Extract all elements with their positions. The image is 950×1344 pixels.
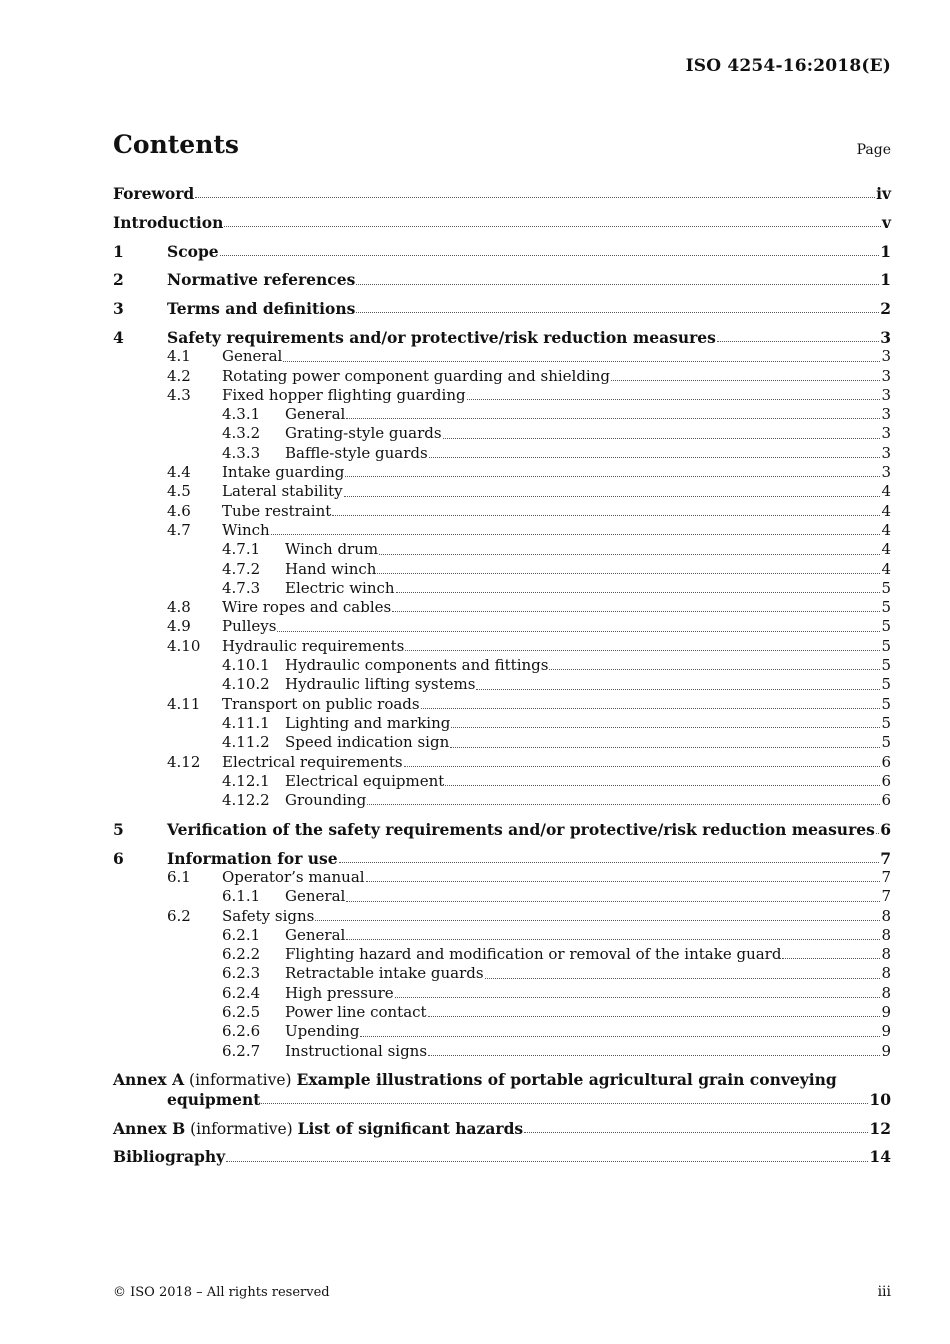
toc-entry-title: Safety requirements and/or protective/risk reduction measures — [167, 327, 716, 347]
toc-entry-number: 6.2.1 — [222, 925, 261, 944]
leader-dots — [220, 255, 880, 256]
toc-entry-page: 9 — [881, 1041, 891, 1060]
toc-entry-page: 6 — [881, 771, 891, 790]
toc-entry-4-3-2[interactable] — [113, 424, 891, 443]
toc-entry-4-3-3[interactable] — [113, 444, 891, 463]
toc-entry-page: iv — [876, 184, 891, 203]
toc-entry-title: Power line contact — [285, 1003, 427, 1022]
toc-entry-title: Winch — [222, 520, 270, 539]
toc-entry-title: General — [285, 405, 346, 424]
toc-entry-page: 5 — [881, 656, 891, 675]
toc-entry-6-2-5[interactable] — [113, 1003, 891, 1022]
toc-entry-number: 4.7.3 — [222, 578, 261, 597]
leader-dots — [429, 457, 881, 458]
toc-entry-number: 4.11.1 — [222, 713, 270, 732]
toc-entry-title: Scope — [167, 241, 219, 261]
leader-dots — [271, 534, 881, 535]
toc-entry-4-7-3[interactable] — [113, 579, 891, 598]
toc-entry-4-3-1[interactable] — [113, 405, 891, 424]
toc-entry-4-10-2[interactable] — [113, 675, 891, 694]
toc-entry-page: 3 — [881, 347, 891, 366]
leader-dots — [395, 997, 881, 998]
toc-entry-page: 3 — [881, 463, 891, 482]
leader-dots — [366, 881, 881, 882]
toc-entry-title: Foreword — [113, 184, 195, 203]
toc-entry-number: 4.3.3 — [222, 443, 261, 462]
toc-entry-title: Speed indication sign — [285, 733, 450, 752]
toc-entry-title: Electrical requirements — [222, 752, 403, 771]
page-number: iii — [877, 1284, 891, 1300]
toc-entry-title: Hydraulic lifting systems — [285, 675, 476, 694]
toc-entry-page: 5 — [881, 598, 891, 617]
toc-entry-page: 4 — [881, 501, 891, 520]
toc-entry-page: 7 — [881, 868, 891, 886]
toc-entry-page: 8 — [881, 906, 891, 925]
toc-entry-annex-b[interactable] — [113, 1119, 891, 1138]
toc-entry-number: 4.2 — [167, 366, 191, 385]
toc-entry-page: 5 — [881, 617, 891, 636]
toc-entry-number: 4.5 — [167, 482, 191, 501]
toc-entry-number: 4.9 — [167, 617, 191, 636]
leader-dots — [476, 689, 880, 690]
leader-dots — [377, 573, 880, 574]
toc-entry-title: Lighting and marking — [285, 713, 451, 732]
toc-entry-4-7[interactable] — [113, 521, 891, 540]
leader-dots — [315, 920, 880, 921]
toc-entry-title: High pressure — [285, 983, 394, 1002]
toc-entry-title: Hydraulic components and fittings — [285, 656, 549, 675]
toc-entry-title: Flighting hazard and modification or removal of the intake guard — [285, 945, 782, 964]
page-column-label: Page — [856, 142, 891, 158]
toc-entry-4-5[interactable] — [113, 482, 891, 501]
toc-entry-page: 5 — [881, 578, 891, 597]
toc-entry-number: 4.6 — [167, 501, 191, 520]
leader-dots — [332, 515, 880, 516]
annex-type: (informative) — [184, 1071, 297, 1090]
toc-entry-page: 6 — [880, 819, 891, 839]
toc-entry-number: 4.12 — [167, 752, 201, 771]
toc-entry-number: 4.12.2 — [222, 791, 270, 810]
toc-entry-introduction[interactable] — [113, 213, 891, 232]
leader-dots — [782, 958, 880, 959]
toc-entry-title: General — [285, 925, 346, 944]
toc-entry-title: Baffle-style guards — [285, 443, 428, 462]
leader-dots — [485, 978, 881, 979]
toc-entry-page: 14 — [869, 1147, 891, 1167]
toc-entry-6[interactable] — [113, 849, 891, 868]
leader-dots — [261, 1103, 868, 1104]
leader-dots — [392, 611, 880, 612]
toc-entry-title: Electrical equipment — [285, 771, 445, 790]
document-id: ISO 4254-16:2018(E) — [685, 56, 891, 76]
toc-entry-number: 6 — [113, 848, 124, 868]
toc-entry-4[interactable] — [113, 328, 891, 347]
toc-entry-page: 3 — [881, 385, 891, 404]
leader-dots — [346, 901, 880, 902]
toc-entry-number: 6.2 — [167, 906, 191, 925]
toc-entry-page: 7 — [880, 848, 891, 868]
toc-entry-page: 4 — [881, 540, 891, 559]
toc-entry-number: 4.10 — [167, 636, 201, 655]
toc-entry-number: 6.2.2 — [222, 945, 261, 964]
leader-dots — [404, 766, 881, 767]
toc-entry-page: 7 — [881, 887, 891, 906]
toc-entry-title: Electric winch — [285, 578, 395, 597]
leader-dots — [428, 1016, 881, 1017]
leader-dots — [450, 747, 880, 748]
leader-dots — [367, 804, 880, 805]
leader-dots — [346, 939, 880, 940]
toc-entry-page: 4 — [881, 559, 891, 578]
toc-entry-page: 4 — [881, 482, 891, 501]
toc-entry-title: Hydraulic requirements — [222, 636, 405, 655]
toc-entry-title: Transport on public roads — [222, 694, 420, 713]
leader-dots — [443, 438, 881, 439]
annex-title: Example illustrations of portable agricultural grain conveying — [296, 1070, 837, 1090]
leader-dots — [428, 1055, 880, 1056]
leader-dots — [283, 361, 880, 362]
toc-entry-number: 4.12.1 — [222, 771, 270, 790]
leader-dots — [876, 833, 879, 834]
copyright-notice: © ISO 2018 – All rights reserved — [113, 1285, 330, 1300]
annex-title: List of significant hazards — [297, 1118, 524, 1138]
toc-entry-title: Rotating power component guarding and shielding — [222, 366, 610, 385]
toc-entry-page: 3 — [881, 366, 891, 385]
toc-entry-page: 9 — [881, 1003, 891, 1022]
toc-entry-title: Retractable intake guards — [285, 964, 484, 983]
toc-entry-number: 6.2.4 — [222, 983, 261, 1002]
leader-dots — [224, 226, 881, 227]
leader-dots — [611, 380, 880, 381]
toc-entry-5[interactable] — [113, 820, 891, 839]
toc-entry-title: Instructional signs — [285, 1041, 428, 1060]
toc-entry-number: 4.3 — [167, 385, 191, 404]
toc-entry-title: Operator’s manual — [222, 868, 365, 886]
toc-entry-title: Wire ropes and cables — [222, 598, 392, 617]
toc-entry-number: 2 — [113, 270, 124, 290]
toc-entry-page: 12 — [869, 1118, 891, 1138]
leader-dots — [421, 708, 881, 709]
toc-entry-4-2[interactable] — [113, 367, 891, 386]
toc-entry-4-3[interactable] — [113, 386, 891, 405]
toc-entry-page: 3 — [881, 443, 891, 462]
toc-entry-page: 6 — [881, 791, 891, 810]
toc-entry-4-7-2[interactable] — [113, 560, 891, 579]
leader-dots — [405, 650, 880, 651]
toc-entry-annex-a[interactable] — [113, 1070, 891, 1109]
toc-entry-page: 6 — [881, 752, 891, 771]
leader-dots — [717, 341, 879, 342]
toc-entry-4-11[interactable] — [113, 695, 891, 714]
toc-entry-number: 4.10.1 — [222, 656, 270, 675]
annex-type: (informative) — [185, 1119, 298, 1138]
toc-entry-title: Upending — [285, 1022, 360, 1041]
leader-dots — [356, 284, 879, 285]
toc-entry-title: Introduction — [113, 212, 224, 232]
toc-entry-title: Fixed hopper flighting guarding — [222, 385, 466, 404]
toc-entry-number: 6.2.5 — [222, 1003, 261, 1022]
toc-entry-number: 4.1 — [167, 347, 191, 366]
leader-dots — [345, 476, 880, 477]
toc-entry-number: 6.1.1 — [222, 887, 261, 906]
toc-entry-number: 4.11 — [167, 694, 201, 713]
leader-dots — [195, 197, 875, 198]
toc-entry-page: 8 — [881, 983, 891, 1002]
toc-entry-4-11-1[interactable] — [113, 714, 891, 733]
toc-entry-number: 4.3.1 — [222, 405, 261, 424]
toc-entry-page: v — [881, 212, 891, 232]
toc-entry-title: Hand winch — [285, 559, 377, 578]
toc-entry-4-12[interactable] — [113, 753, 891, 772]
toc-entry-number: 4.7.2 — [222, 559, 261, 578]
toc-entry-3[interactable] — [113, 299, 891, 318]
leader-dots — [360, 1036, 880, 1037]
toc-entry-4-10-1[interactable] — [113, 656, 891, 675]
toc-entry-number: 4.8 — [167, 598, 191, 617]
toc-entry-4-12-2[interactable] — [113, 791, 891, 810]
toc-entry-page: 5 — [881, 733, 891, 752]
toc-entry-4-4[interactable] — [113, 463, 891, 482]
toc-entry-number: 6.2.7 — [222, 1041, 261, 1060]
toc-entry-bibliography[interactable] — [113, 1147, 891, 1166]
toc-entry-title: Verification of the safety requirements and/or protective/risk reduction measures — [167, 819, 875, 839]
toc-entry-page: 5 — [881, 694, 891, 713]
leader-dots — [356, 312, 879, 313]
leader-dots — [396, 592, 881, 593]
toc-entry-number: 6.2.3 — [222, 964, 261, 983]
toc-entry-page: 1 — [880, 270, 891, 290]
toc-entry-number: 4 — [113, 327, 124, 347]
toc-entry-title: Safety signs — [222, 906, 315, 925]
toc-entry-page: 9 — [881, 1022, 891, 1041]
leader-dots — [467, 399, 881, 400]
toc-entry-6-2-3[interactable] — [113, 964, 891, 983]
toc-entry-4-12-1[interactable] — [113, 772, 891, 791]
toc-entry-title: Pulleys — [222, 617, 277, 636]
toc-entry-title: General — [285, 887, 346, 906]
toc-entry-4-1[interactable] — [113, 347, 891, 366]
toc-entry-title: Grounding — [285, 791, 367, 810]
toc-entry-title: Grating-style guards — [285, 424, 442, 443]
toc-entry-6-2-2[interactable] — [113, 945, 891, 964]
page-title: Contents — [113, 130, 240, 159]
toc-entry-6-2[interactable] — [113, 907, 891, 926]
toc-entry-6-2-6[interactable] — [113, 1022, 891, 1041]
leader-dots — [346, 418, 880, 419]
toc-entry-4-9[interactable] — [113, 617, 891, 636]
toc-entry-4-7-1[interactable] — [113, 540, 891, 559]
leader-dots — [339, 862, 880, 863]
annex-label: Annex B — [113, 1118, 186, 1138]
toc-entry-title: Intake guarding — [222, 463, 345, 482]
toc-entry-6-2-4[interactable] — [113, 984, 891, 1003]
leader-dots — [277, 631, 880, 632]
toc-entry-4-11-2[interactable] — [113, 733, 891, 752]
toc-entry-page: 3 — [881, 424, 891, 443]
toc-entry-number: 3 — [113, 299, 124, 319]
toc-entry-number: 4.7 — [167, 520, 191, 539]
leader-dots — [226, 1161, 868, 1162]
toc-entry-page: 5 — [881, 713, 891, 732]
toc-entry-title: Bibliography — [113, 1147, 226, 1167]
toc-entry-number: 5 — [113, 819, 124, 839]
toc-entry-page: 3 — [881, 405, 891, 424]
table-of-contents — [113, 184, 891, 1167]
toc-entry-1[interactable] — [113, 242, 891, 261]
annex-label: Annex A — [113, 1070, 185, 1090]
leader-dots — [451, 727, 880, 728]
toc-entry-6-1[interactable] — [113, 868, 891, 887]
toc-entry-page: 5 — [881, 675, 891, 694]
toc-entry-page: 8 — [881, 964, 891, 983]
toc-entry-number: 6.1 — [167, 868, 191, 886]
toc-entry-4-8[interactable] — [113, 598, 891, 617]
leader-dots — [524, 1132, 868, 1133]
toc-entry-page: 10 — [869, 1089, 891, 1109]
toc-entry-page: 8 — [881, 925, 891, 944]
toc-entry-6-2-7[interactable] — [113, 1042, 891, 1061]
toc-entry-title: General — [222, 347, 283, 366]
toc-entry-number: 4.11.2 — [222, 733, 270, 752]
toc-entry-4-6[interactable] — [113, 502, 891, 521]
toc-entry-number: 4.3.2 — [222, 424, 261, 443]
toc-entry-title: Terms and definitions — [167, 299, 356, 319]
toc-entry-page: 4 — [881, 520, 891, 539]
toc-entry-6-1-1[interactable] — [113, 887, 891, 906]
toc-entry-6-2-1[interactable] — [113, 926, 891, 945]
toc-entry-title: Winch drum — [285, 540, 379, 559]
toc-entry-foreword[interactable] — [113, 184, 891, 203]
toc-entry-page: 5 — [881, 636, 891, 655]
toc-entry-number: 4.10.2 — [222, 675, 270, 694]
leader-dots — [379, 554, 880, 555]
toc-entry-number: 4.4 — [167, 463, 191, 482]
toc-entry-number: 4.7.1 — [222, 540, 261, 559]
leader-dots — [445, 785, 880, 786]
toc-entry-page: 2 — [880, 299, 891, 319]
toc-entry-page: 3 — [880, 327, 891, 347]
leader-dots — [344, 496, 881, 497]
leader-dots — [549, 669, 880, 670]
toc-entry-2[interactable] — [113, 270, 891, 289]
annex-title-continued: equipment — [167, 1089, 261, 1109]
toc-entry-number: 1 — [113, 241, 124, 261]
toc-entry-4-10[interactable] — [113, 637, 891, 656]
toc-entry-title: Tube restraint — [222, 501, 332, 520]
toc-entry-page: 1 — [880, 241, 891, 261]
toc-entry-title: Lateral stability — [222, 482, 343, 501]
toc-entry-page: 8 — [881, 945, 891, 964]
toc-entry-title: Normative references — [167, 270, 356, 290]
toc-entry-title: Information for use — [167, 848, 338, 868]
toc-entry-number: 6.2.6 — [222, 1022, 261, 1041]
